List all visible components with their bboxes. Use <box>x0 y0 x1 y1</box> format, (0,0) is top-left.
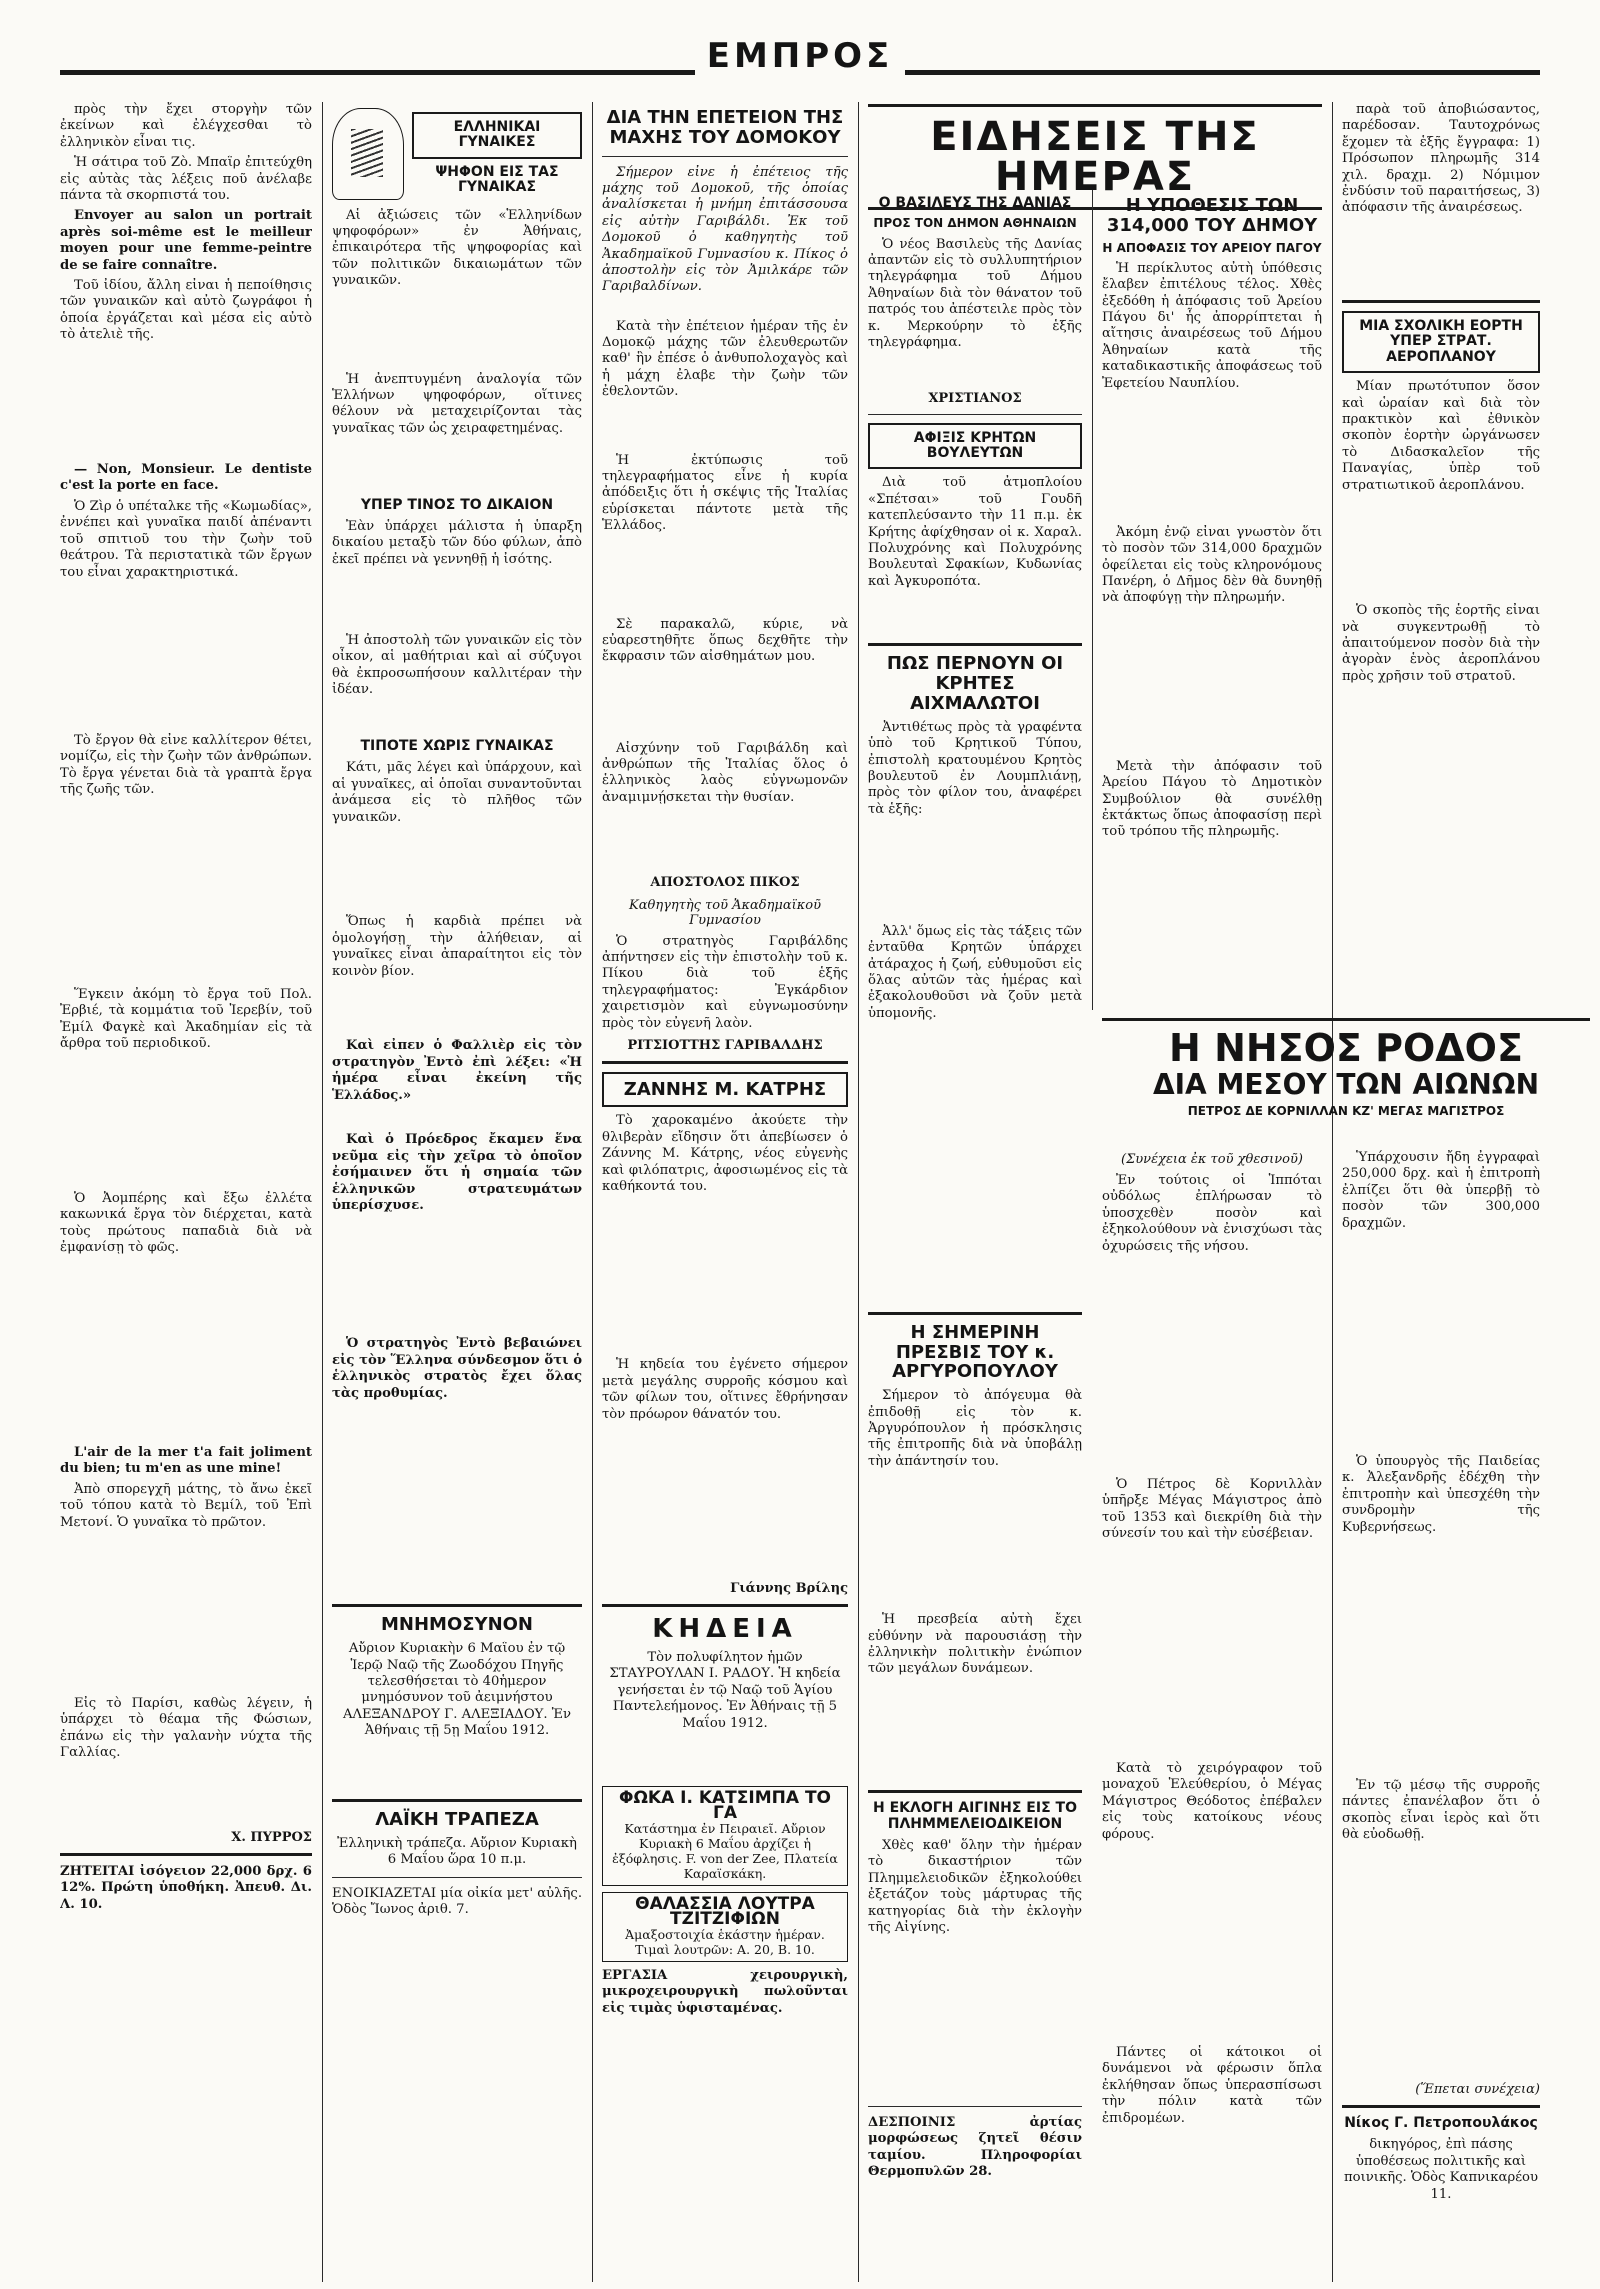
divider <box>868 1312 1082 1315</box>
masthead <box>60 30 1540 90</box>
divider <box>332 1799 582 1802</box>
woman-figure-icon <box>332 108 404 200</box>
article-heading: Η ΣΗΜΕΡΙΝΗ ΠΡΕΣΒΙΣ ΤΟΥ κ. ΑΡΓΥΡΟΠΟΥΛΟΥ <box>892 1321 1058 1383</box>
divider <box>602 1604 848 1607</box>
article-paragraph: Καὶ εἶπεν ὁ Φαλλιὲρ εἰς τὸν στρατηγὸν Ἐντὸ ἐπὶ λέξει: «Ἡ ἡμέρα εἶναι ἐκείνη τῆς Ἑλλάδος.» <box>332 1038 582 1103</box>
column-rule <box>858 102 859 2282</box>
article-paragraph: Ὑπάρχουσιν ἤδη ἐγγραφαὶ 250,000 δρχ. καὶ ἡ ἐπιτροπὴ ἐλπίζει ὅτι θὰ ὑπερβῇ τὸ ποσὸν τῶν 300,000 δραχμῶν. <box>1342 1150 1540 1231</box>
article-paragraph: Μετὰ τὴν ἀπόφασιν τοῦ Ἀρείου Πάγου τὸ Δημοτικὸν Συμβούλιον θὰ συνέλθῃ ἐκτάκτως ὅπως ἀποφασίσῃ περὶ τοῦ τρόπου τῆς πληρωμῆς. <box>1102 758 1322 840</box>
divider <box>1342 300 1540 303</box>
article-paragraph: Τοῦ ἰδίου, ἄλλη εἶναι ἡ πεποίθησις τῶν γυναικῶν καὶ αὐτὸ ζωγράφοι ἡ ὁποία ἐργάζεται καὶ μέσα εἰς αὐτὸ τὸ ἀτελιὲ τῆς. <box>60 278 312 343</box>
article-paragraph: Ἀντιθέτως πρὸς τὰ γραφέντα ὑπὸ τοῦ Κρητικοῦ Τύπου, ἐπιστολὴ κρατουμένου Κρητὸς βουλευτοῦ ἐν Λουμπλιάνῃ, πρὸς τὸν φίλον του, ἀναφέρει τὰ ἑξῆς: <box>868 719 1082 817</box>
classified-notice: ΕΡΓΑΣΙΑ χειρουργικὴ, μικροχειρουργικὴ πωλοῦνται εἰς τιμὰς ὑφισταμένας. <box>602 1967 848 2016</box>
article-paragraph: Σήμερον τὸ ἀπόγευμα θὰ ἐπιδοθῇ εἰς τὸν κ. Ἀργυρόπουλον ἡ πρόσκλησις τῆς ἐπιτροπῆς διὰ νὰ ὑποβάλῃ τὴν ἀπάντησίν του. <box>868 1388 1082 1469</box>
article-paragraph: Πάντες οἱ κάτοικοι οἱ δυνάμενοι νὰ φέρωσιν ὅπλα ἐκλήθησαν ὅπως ὑπερασπίσωσι τὴν πόλιν κατὰ τῶν ἐπιδρομέων. <box>1102 2045 1322 2126</box>
classified-notice: δικηγόρος, ἐπὶ πάσης ὑποθέσεως πολιτικῆς καὶ ποινικῆς. Ὁδὸς Καπνικαρέου 11. <box>1344 2137 1538 2202</box>
rhodes-header <box>1102 1010 1590 1124</box>
article-signature: ΑΠΟΣΤΟΛΟΣ ΠΙΚΟΣ <box>650 874 800 890</box>
memorial-notice: Αὔριον Κυριακὴν 6 Μαΐου ἐν τῷ Ἱερῷ Ναῷ τῆς Ζωοδόχου Πηγῆς τελεσθήσεται τὸ 40ἡμερον μνημόσυνον τοῦ ἀειμνήστου ΑΛΕΞΑΝΔΡΟΥ Γ. ΑΛΕΞΙΑΔΟΥ. Ἐν Ἀθήναις τῇ 5ῃ Μαΐου 1912. <box>342 1641 572 1739</box>
classified-notice: ΔΕΣΠΟΙΝΙΣ ἀρτίας μορφώσεως ζητεῖ θέσιν ταμίου. Πληροφορίαι Θερμοπυλῶν 28. <box>868 2114 1082 2180</box>
article-heading: Η ΥΠΟΘΕΣΙΣ ΤΩΝ 314,000 ΤΟΥ ΔΗΜΟΥ <box>1106 195 1318 236</box>
advertisement <box>602 1786 848 1886</box>
article-paragraph: Ὁ σκοπὸς τῆς ἑορτῆς εἶναι νὰ συγκεντρωθῇ τὸ ἀπαιτούμενον ποσὸν διὰ τὴν ἀγορὰν ἑνὸς ἀεροπλάνου πρὸς χρῆσιν τοῦ στρατοῦ. <box>1342 603 1540 684</box>
divider <box>1102 1018 1590 1021</box>
article-paragraph: Σὲ παρακαλῶ, κύριε, νὰ εὐαρεστηθῆτε ὅπως δεχθῆτε τὴν ἔκφρασιν τῶν αἰσθημάτων μου. <box>602 616 848 665</box>
article-paragraph: Αἱ ἀξιώσεις τῶν «Ἑλληνίδων ψηφοφόρων» ἐν Ἀθήναις, ἐπικαιρότερα τῆς ψηφοφορίας καὶ τῶν πολιτικῶν δικαιωμάτων τῶν γυναικῶν. <box>332 207 582 289</box>
article-paragraph: Ἡ περίκλυτος αὐτὴ ὑπόθεσις ἔλαβεν ἐπιτέλους τέλος. Χθὲς ἐξεδόθη ἡ ἀπόφασις τοῦ Ἀρείου Πάγου δι' ἧς ἀπορρίπτεται ἡ αἴτησις ἀναιρέσεως τοῦ Δήμου Ἀθηναίων κατὰ τῆς καταδικαστικῆς ἀποφάσεως τοῦ Ἐφετείου Ναυπλίου. <box>1102 260 1322 391</box>
article-paragraph: Ἀλλ' ὅμως εἰς τὰς τάξεις τῶν ἐνταῦθα Κρητῶν ὑπάρχει ἀτάραχος ἡ ζωή, εὐθυμοῦσι εἰς ὅλας αὐτῶν τὰς ἡμέρας καὶ ἐξακολουθοῦσι νὰ ζοῦν μετὰ ὑπομονῆς. <box>868 923 1082 1021</box>
divider <box>868 414 1082 415</box>
article-signature: Χ. ΠΥΡΡΟΣ <box>231 1829 312 1845</box>
divider <box>602 1061 848 1064</box>
divider <box>1342 2105 1540 2108</box>
article-paragraph: Σήμερον εἶνε ἡ ἐπέτειος τῆς μάχης τοῦ Δομοκοῦ, τῆς ὁποίας ἀναλίσκεται ἡ μνήμη ἐπιτάσσουσα εἰς αὐτὴν Γαριβάλδι. Ἐκ τοῦ Δομοκοῦ ὁ καθηγητὴς τοῦ Ἀκαδημαϊκοῦ Γυμνασίου κ. Πίκος ὁ ἀποστολὴν εἰς τὸν Ἀμιλκάρε τῶν Γαριβαλδίνων. <box>602 164 848 295</box>
article-paragraph: Ὁ Ἀομπέρης καὶ ἔξω ἐλλέτα κακωνικά ἔργα τὸν διέρχεται, κατὰ τοὺς πρώτους παπαδιὰ διὰ νὰ ἐμφανίσῃ τὸ φῶς. <box>60 1190 312 1256</box>
article-paragraph: Ἡ σάτιρα τοῦ Ζὸ. Μπαΐρ ἐπιτεύχθη εἰς αὐτὰς τὰς λέξεις ποῦ ἀνέλαβε πάντα τὰ σκορπιστά του. <box>60 155 312 204</box>
ad-title: ΘΑΛΑΣΣΙΑ ΛΟΥΤΡΑ ΤΖΙΤΖΙΦΙΩΝ <box>635 1893 815 1929</box>
article-paragraph: Ἐν τῷ μέσῳ τῆς συρροῆς πάντες ἐπανέλαβον ὅτι ὁ σκοπὸς εἶναι ἱερὸς καὶ ὅτι θὰ εὐοδωθῇ. <box>1342 1778 1540 1843</box>
women-section-header <box>332 106 582 202</box>
ad-title: ΦΩΚΑ Ι. ΚΑΤΣΙΜΠΑ ΤΟ ΓΑ <box>619 1787 831 1823</box>
article-paragraph: Κάτι, μᾶς λέγει καὶ ὑπάρχουν, καὶ αἱ γυναῖκες, αἱ ὁποῖαι συναντοῦνται ἀνάμεσα εἰς τὸ πλῆθος τῶν γυναικῶν. <box>332 760 582 825</box>
column-rule <box>322 102 323 2282</box>
article-heading: ΠΩΣ ΠΕΡΝΟΥΝ ΟΙ ΚΡΗΤΕΣ ΑΙΧΜΑΛΩΤΟΙ <box>886 653 1064 714</box>
divider <box>332 1877 582 1878</box>
article-paragraph: Εἰς τὸ Παρίσι, καθὼς λέγειν, ἡ ὑπάρχει τὸ θέαμα τῆς Φώσιων, ἐπάνω εἰς τὴν γαλανὴν νύχτα τῆς Γαλλίας. <box>60 1695 312 1760</box>
signature-title: Καθηγητὴς τοῦ Ἀκαδημαϊκοῦ Γυμνασίου <box>629 897 821 928</box>
news-banner: ΕΙΔΗΣΕΙΣ ΤΗΣ ΗΜΕΡΑΣ <box>868 104 1322 210</box>
column-5 <box>1102 190 1322 1010</box>
article-paragraph: Ἡ ἐκτύπωσις τοῦ τηλεγραφήματος εἶνε ἡ κυρία ἀπόδειξις ὅτι ἡ σκέψις τῆς Ἰταλίας εὑρίσκεται πάντοτε μετὰ τῆς Ἑλλάδος. <box>602 452 848 534</box>
rhodes-column-1 <box>1102 1150 1322 2282</box>
article-paragraph: Ὅπως ἡ καρδιὰ πρέπει νὰ ὁμολογήσῃ τὴν ἀλήθειαν, αἱ γυναῖκες εἶναι ἀπαραίτητοι εἰς τὸν κοινὸν βίον. <box>332 914 582 979</box>
rhodes-heading: Η ΝΗΣΟΣ ΡΟΔΟΣ <box>1169 1026 1523 1070</box>
article-subheading: Η ΑΠΟΦΑΣΙΣ ΤΟΥ ΑΡΕΙΟΥ ΠΑΓΟΥ <box>1102 240 1322 255</box>
ad-text: Κατάστημα ἐν Πειραιεῖ. Αὔριον Κυριακὴ 6 Μαΐου ἀρχίζει ἡ ἐξόφλησις. F. von der Zee, Πλατεία Καραϊσκάκη. <box>612 1820 838 1881</box>
divider <box>602 156 848 157</box>
article-paragraph: Χθὲς καθ' ὅλην τὴν ἡμέραν τὸ δικαστήριον τῶν Πλημμελειοδικῶν ἐξηκολούθει ἐξετάζον τοὺς μάρτυρας τῆς κατηγορίας διὰ τὴν ἐκλογὴν τῆς Αἰγίνης. <box>868 1837 1082 1935</box>
article-paragraph: Ὁ στρατηγὸς Γαριβάλδης ἀπήντησεν εἰς τὴν ἐπιστολὴν τοῦ κ. Πίκου διὰ τοῦ ἑξῆς τηλεγραφήματος: Ἐγκάρδιον χαιρετισμὸν καὶ εὐγνωμοσύνην πρὸς τὸν εὐγενῆ λαὸν. <box>602 933 848 1031</box>
bank-notice: Ἐλληνικὴ τράπεζα. Αὔριον Κυριακὴ 6 Μαΐου ὥρα 10 π.μ. <box>337 1835 577 1868</box>
article-paragraph: L'air de la mer t'a fait joliment du bien; tu m'en as une mine! <box>60 1444 312 1477</box>
column-1 <box>60 102 312 2282</box>
article-paragraph: Διὰ τοῦ ἀτμοπλοίου «Σπέτσαι» τοῦ Γουδῆ κατεπλεύσαντο τὴν 11 π.μ. ἐκ Κρήτης ἀφίχθησαν οἱ κ. Χαραλ. Πολυχρόνης καὶ Πολυχρόνης Βουλευταὶ Σφακίων, Κυδωνίας καὶ Ἀγκυροπότα. <box>868 475 1082 589</box>
article-signature: ΡΙΤΣΙΟΤΤΗΣ ΓΑΡΙΒΑΛΔΗΣ <box>627 1037 823 1053</box>
divider <box>60 1853 312 1856</box>
column-rule <box>592 102 593 2282</box>
column-2 <box>332 102 582 2282</box>
article-paragraph: Ἡ κηδεία του ἐγένετο σήμερον μετὰ μεγάλης συρροῆς κόσμου καὶ τῶν φίλων του, οἵτινες ἔθρήνησαν τὸν πρόωρον θάνατόν του. <box>602 1357 848 1422</box>
article-heading: ΜΙΑ ΣΧΟΛΙΚΗ ΕΟΡΤΗ ΥΠΕΡ ΣΤΡΑΤ. ΑΕΡΟΠΛΑΝΟΥ <box>1342 311 1540 373</box>
article-heading: ΥΠΕΡ ΤΙΝΟΣ ΤΟ ΔΙΚΑΙΟΝ <box>360 496 554 513</box>
article-paragraph: Ἐν τούτοις οἱ Ἱππόται οὐδόλως ἐπλήρωσαν τὸ ὑποσχεθὲν ποσὸν καὶ ἐξηκολούθουν νὰ ἐνισχύωσι τὰς ὀχυρώσεις τῆς νήσου. <box>1102 1173 1322 1254</box>
article-paragraph: Ὁ στρατηγὸς Ἐντὸ βεβαιώνει εἰς τὸν Ἕλληνα σύνδεσμον ὅτι ὁ ἑλληνικὸς στρατὸς ἔχει ὅλας τὰς προθυμίας. <box>332 1336 582 1401</box>
article-heading: ΨΗΦΟΝ ΕΙΣ ΤΑΣ ΓΥΝΑΙΚΑΣ <box>435 163 559 196</box>
article-paragraph: — Non, Monsieur. Le dentiste c'est la porte en face. <box>60 462 312 494</box>
divider <box>868 1790 1082 1793</box>
classified-notice: ΖΗΤΕΙΤΑΙ ἰσόγειον 22,000 δρχ. 6 12%. Πρώτη ὑποθήκη. Ἀπευθ. Δι. Λ. 10. <box>60 1863 312 1912</box>
article-signature: ΧΡΙΣΤΙΑΝΟΣ <box>928 390 1022 406</box>
article-paragraph: πρὸς τὴν ἔχει στοργὴν τῶν ἐκείνων καὶ ἐλέγχεσθαι τὸ ἐλληνικὸν εἶναι τις. <box>60 102 312 150</box>
article-paragraph: Ἀπὸ σπορεγχῆ μάτης, τὸ ἄνω ἐκεῖ τοῦ τόπου κατὰ τὸ Βεμίλ, τοῦ Ἐπὶ Μετονί. Ὁ γυναῖκα τὸ πρῶτον. <box>60 1481 312 1530</box>
article-paragraph: Ἡ ἀποστολὴ τῶν γυναικῶν εἰς τὸν οἶκον, αἱ μαθήτριαι καὶ αἱ σύζυγοι θὰ ἐκπροσωπήσουν καλλιτέραν τὴν ἰδέαν. <box>332 632 582 698</box>
article-paragraph: Τὸ χαροκαμένο ἀκούετε τὴν θλιβερὰν εἴδησιν ὅτι ἀπεβίωσεν ὁ Ζάννης Μ. Κάτρης, νέος εὐγενὴς καὶ φιλόπατρις, ἀφοσιωμένος εἰς τὰ καθήκοντά του. <box>602 1113 848 1195</box>
column-6 <box>1342 102 1540 1002</box>
article-paragraph: Καὶ ὁ Πρόεδρος ἔκαμεν ἕνα νεῦμα εἰς τὴν χεῖρα τὸ ὁποῖον ἐσήμαινεν ὅτι ἡ σημαία τῶν ἑλληνικῶν στρατευμάτων ὑπερίσχυσε. <box>332 1132 582 1213</box>
rhodes-subheading: ΔΙΑ ΜΕΣΟΥ ΤΩΝ ΑΙΩΝΩΝ <box>1152 1068 1540 1101</box>
article-heading: Η ΕΚΛΟΓΗ ΑΙΓΙΝΗΣ ΕΙΣ ΤΟ ΠΛΗΜΜΕΛΕΙΟΔΙΚΕΙΟΝ <box>873 1800 1077 1832</box>
article-paragraph: Ἡ πρεσβεία αὐτὴ ἔχει εὐθύνην νὰ παρουσιάσῃ τὴν ἐλληνικὴν πολιτικὴν ἐνώπιον τῶν μεγάλων δυνάμεων. <box>868 1612 1082 1677</box>
article-paragraph: Κατὰ τὴν ἐπέτειον ἡμέραν τῆς ἐν Δομοκῷ μάχης τῶν ἐλευθερωτῶν καθ' ἣν ἐπέσε ὁ ἀνθυπολοχαγὸς καὶ ἡ μάχη ἐλαβε τὴν ζωὴν τῶν ἐθελοντῶν. <box>602 318 848 400</box>
article-heading: ΔΙΑ ΤΗΝ ΕΠΕΤΕΙΟΝ ΤΗΣ ΜΑΧΗΣ ΤΟΥ ΔΟΜΟΚΟΥ <box>606 107 844 148</box>
article-signature: Γιάννης Βρίλης <box>730 1581 848 1597</box>
divider <box>868 2106 1082 2107</box>
article-paragraph: Ἡ ἀνεπτυγμένη ἀναλογία τῶν Ἑλλήνων ψηφοφόρων, οἵτινες θέλουν νὰ μεταχειρίζονται τὰς γυναῖκας τῶν ὡς χειραφετημένας. <box>332 371 582 436</box>
divider <box>332 1604 582 1607</box>
funeral-heading: ΚΗΔΕΙΑ <box>652 1614 798 1645</box>
continued-note: (Συνέχεια ἐκ τοῦ χθεσινοῦ) <box>1121 1152 1303 1167</box>
divider <box>868 643 1082 646</box>
article-subheading: ΠΡΟΣ ΤΟΝ ΔΗΜΟΝ ΑΘΗΝΑΙΩΝ <box>873 216 1077 231</box>
article-paragraph: παρὰ τοῦ ἀποβιώσαντος, παρέδοσαν. Ταυτοχρόνως ἔχομεν τὰ ἑξῆς ἔγγραφα: 1) Πρόσωπον πληρωμῆς 314 χιλ. δραχμ. 2) Νόμιμον ἐνδύσιν τοῦ παραιτήσεως, 3) ἀπόφασιν τῆς ἀναιρέσεως. <box>1342 102 1540 216</box>
column-rule <box>1092 190 1093 1010</box>
article-paragraph: Ἐὰν ὑπάρχει μάλιστα ἡ ὑπαρξη δικαίου μεταξὺ τῶν δύο φύλων, ἀπὸ ἐκεῖ πρέπει νὰ γεννηθῇ ἡ ἰσότης. <box>332 518 582 567</box>
memorial-heading: ΜΝΗΜΟΣΥΝΟΝ <box>380 1614 533 1636</box>
article-heading: ΤΙΠΟΤΕ ΧΩΡΙΣ ΓΥΝΑΙΚΑΣ <box>360 737 554 754</box>
article-paragraph: Μίαν πρωτότυπον ὅσον καὶ ὡραίαν καὶ διὰ τὸν πρακτικὸν καὶ ἐθνικὸν σκοπὸν ἑορτὴν ὠργάνωσεν τὸ Διδασκαλεῖον τῆς Παναγίας, ὑπὲρ τοῦ στρατιωτικοῦ ἀεροπλάνου. <box>1342 379 1540 493</box>
section-title: ΕΛΛΗΝΙΚΑΙ ΓΥΝΑΙΚΕΣ <box>412 112 582 159</box>
article-paragraph: Ἀκόμη ἐνῷ εἶναι γνωστὸν ὅτι τὸ ποσὸν τῶν 314,000 δραχμῶν ὀφείλεται εἰς τοὺς κληρονόμους Πανέρη, ὁ Δῆμος δὲν θὰ δυνηθῇ νὰ ἀποφύγῃ τὴν πληρωμήν. <box>1102 524 1322 606</box>
bank-heading: ΛΑΪΚΗ ΤΡΑΠΕΖΑ <box>375 1809 539 1831</box>
advertisement <box>602 1892 848 1962</box>
article-paragraph: Ὁ νέος Βασιλεὺς τῆς Δανίας ἀπαντῶν εἰς τὸ συλλυπητήριον τηλεγράφημα τοῦ Δήμου Ἀθηναίων διὰ τὸν θάνατον τοῦ πατρός του ἀπέστειλε πρὸς τὸν κ. Μερκούρην τὸ ἑξῆς τηλεγράφημα. <box>868 236 1082 351</box>
funeral-notice: Τὸν πολυφίλητον ἡμῶν ΣΤΑΥΡΟΥΛΑΝ Ι. ΡΑΔΟΥ. Ἡ κηδεία γενήσεται ἐν τῷ Ναῷ τοῦ Ἁγίου Παντελεήμονος. Ἐν Ἀθήναις τῇ 5 Μαΐου 1912. <box>609 1649 841 1731</box>
column-3 <box>602 102 848 2282</box>
classified-notice: ΕΝΟΙΚΙΑΖΕΤΑΙ μία οἰκία μετ' αὐλῆς. Ὁδὸς Ἴωνος ἀριθ. 7. <box>332 1885 582 1918</box>
article-paragraph: Ἕγκειν ἀκόμη τὸ ἔργα τοῦ Πολ. Ἐρβιέ, τὰ κομμάτια τοῦ Ἰερεβίν, τοῦ Ἐμίλ Φαγκὲ καὶ Ἀκαδημίαν εἰς τὰ ἄρθρα τοῦ περιοδικοῦ. <box>60 986 312 1052</box>
article-paragraph: Κατὰ τὸ χειρόγραφον τοῦ μοναχοῦ Ἐλεύθερίου, ὁ Μέγας Μάγιστρος Θεόδοτος ἐπέβαλεν εἰς τοὺς κατοίκους νέους φόρους. <box>1102 1761 1322 1842</box>
column-rule <box>1332 102 1333 2282</box>
masthead-title: ΕΜΠΡΟΣ <box>695 36 906 76</box>
article-heading: Ο ΒΑΣΙΛΕΥΣ ΤΗΣ ΔΑΝΙΑΣ <box>878 195 1072 211</box>
article-paragraph: Ὁ Πέτρος δὲ Κορνιλλὰν ὑπῆρξε Μέγας Μάγιστρος ἀπὸ τοῦ 1353 καὶ διεκρίθη διὰ τὴν σύνεσίν του καὶ τὴν εὐσέβειαν. <box>1102 1477 1322 1542</box>
article-heading: ΖΑΝΝΗΣ Μ. ΚΑΤΡΗΣ <box>602 1072 848 1108</box>
article-paragraph: Ὁ Ζὶρ ὁ υπέταλκε τῆς «Κωμωδίας», ἐννέπει καὶ γυναῖκα παιδί ἀπέναντι τοῦ σπιτιοῦ του τὴν ζωὴν τοῦ θεάτρου. Τὰ περιστατικὰ τῶν ἔργων του εἶναι χαρακτηριστικά. <box>60 498 312 580</box>
article-paragraph: Αἰσχύνην τοῦ Γαριβάλδη καὶ ἀνθρώπων τῆς Ἰταλίας ὅλος ὁ ἑλληνικὸς λαὸς εὐγνωμονῶν ἀναμιμνῄσκεται τὴν θυσίαν. <box>602 740 848 805</box>
rhodes-byline: ΠΕΤΡΟΣ ΔΕ ΚΟΡΝΙΛΛΑΝ ΚΖ' ΜΕΓΑΣ ΜΑΓΙΣΤΡΟΣ <box>1187 1104 1505 1118</box>
continued-note: (Ἕπεται συνέχεια) <box>1415 2082 1540 2097</box>
ad-text: Ἀμαξοστοιχία ἑκάστην ἡμέραν. Τιμαὶ λουτρῶν: Α. 20, Β. 10. <box>625 1926 825 1957</box>
article-heading: ΑΦΙΞΙΣ ΚΡΗΤΩΝ ΒΟΥΛΕΥΤΩΝ <box>868 423 1082 470</box>
rhodes-column-2 <box>1342 1150 1540 2282</box>
column-4 <box>868 190 1082 2282</box>
ad-title: Νίκος Γ. Πετροπουλάκος <box>1344 2115 1538 2131</box>
article-paragraph: Envoyer au salon un portrait après soi-même est le meilleur moyen pour une femme-peintre de se faire connaître. <box>60 208 312 273</box>
article-paragraph: Τὸ ἔργον θὰ εἶνε καλλίτερον θέτει, νομίζω, εἰς τὴν ζωὴν τῶν ἀνθρώπων. Τὸ ἔργα γένεται διὰ τὰ γραπτὰ ἔργα τῆς ζωῆς τῶν. <box>60 732 312 798</box>
article-paragraph: Ὁ ὑπουργὸς τῆς Παιδείας κ. Ἀλεξανδρῆς ἐδέχθη τὴν ἐπιτροπὴν καὶ ὑπεσχέθη τὴν συνδρομὴν τῆς Κυβερνήσεως. <box>1342 1454 1540 1535</box>
